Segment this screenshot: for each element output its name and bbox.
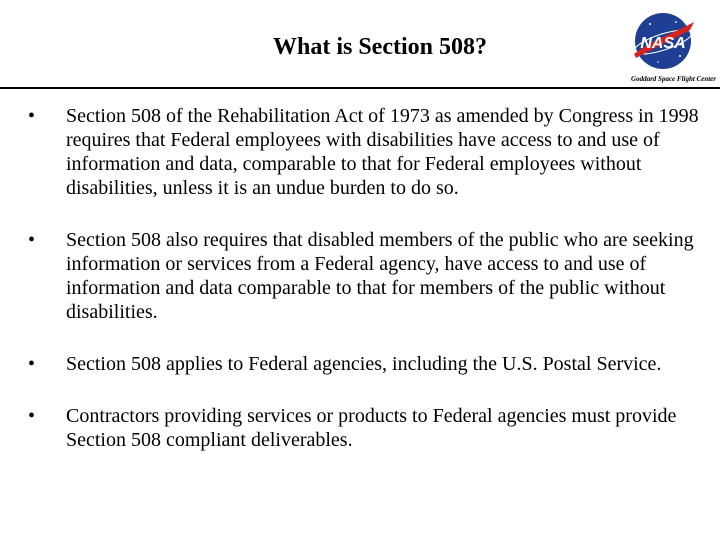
bullet-item xyxy=(28,104,708,200)
bullet-item xyxy=(28,404,708,452)
header-divider xyxy=(0,87,720,89)
bullet-marker: • xyxy=(28,405,36,427)
bullet-marker: • xyxy=(28,105,36,127)
bullet-text: Contractors providing services or products to Federal agencies must provide Section 508 compliant deliverables. xyxy=(66,405,677,451)
bullet-text: Section 508 also requires that disabled members of the public who are seeking information or services from a Federal agency, have access to and use of information and data comparable to that for members of the public without disabilities. xyxy=(66,229,694,323)
bullet-text: Section 508 applies to Federal agencies, including the U.S. Postal Service. xyxy=(66,353,662,375)
nasa-logo-text: NASA xyxy=(640,35,686,52)
bullet-marker: • xyxy=(28,353,36,375)
slide-title: What is Section 508? xyxy=(272,34,487,60)
bullet-marker: • xyxy=(28,229,36,251)
nasa-logo-icon xyxy=(628,10,698,72)
bullet-item xyxy=(28,228,708,324)
bullet-list xyxy=(28,104,708,452)
bullet-text: Section 508 of the Rehabilitation Act of 1973 as amended by Congress in 1998 requires that Federal employees with disabilities have access to and use of information and data, comparable to that for Federal employees without disabilities, unless it is an undue burden to do so. xyxy=(66,105,699,199)
center-label: Goddard Space Flight Center xyxy=(631,75,716,83)
bullet-item xyxy=(28,352,708,376)
